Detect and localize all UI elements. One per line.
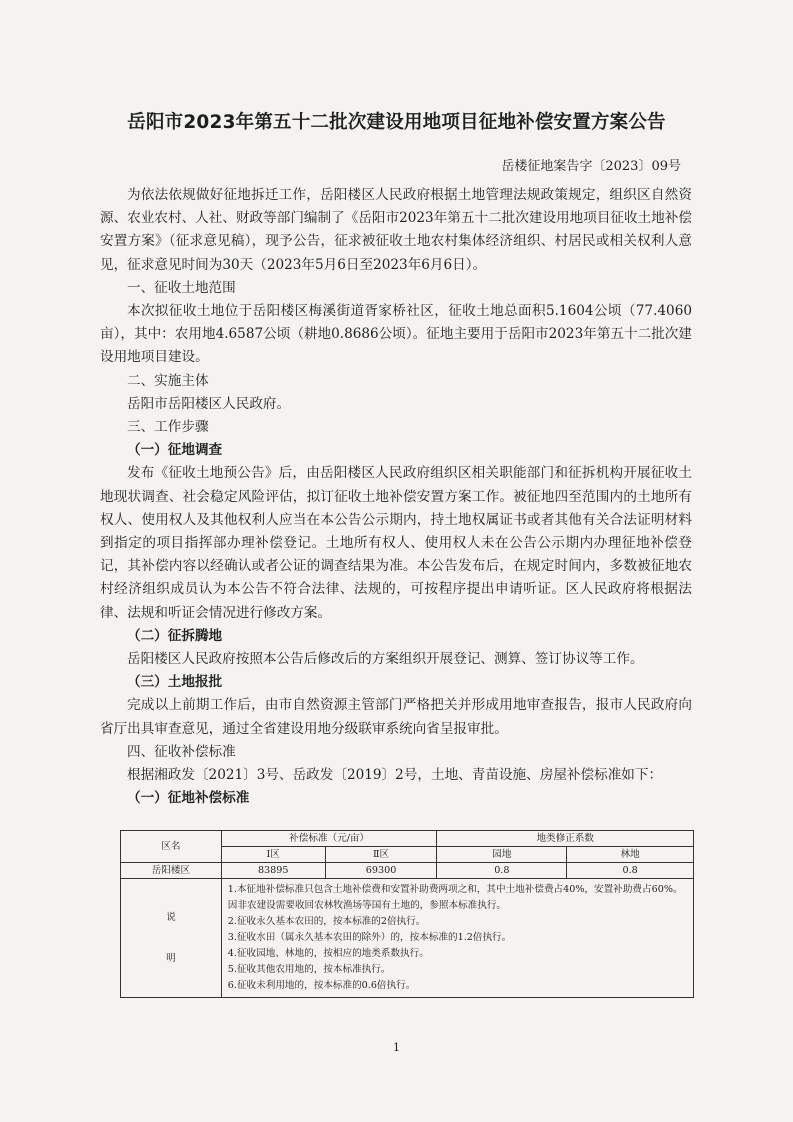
document-body — [100, 184, 692, 810]
note-item: 2.征收永久基本农田的，按本标准的2倍执行。 — [227, 916, 426, 927]
table-cell: 0.8 — [437, 863, 567, 879]
note-item: 1.本征地补偿标准只包含土地补偿费和安置补助费两项之和，其中土地补偿费占40%，安置补助费占60%。因非农建设需要收回农林牧渔场等国有土地的，参照本标准执行。 — [227, 884, 683, 911]
table-header-cell: Ⅱ区 — [325, 847, 437, 863]
notes-label-char: 说 — [166, 912, 176, 923]
table-header-cell: 区名 — [121, 831, 222, 863]
intro-paragraph: 为依法依规做好征地拆迁工作，岳阳楼区人民政府根据土地管理法规政策规定，组织区自然资源、农业农村、人社、财政等部门编制了《岳阳市2023年第五十二批次建设用地项目征收土地补偿安置方案》（征求意见稿），现予公告，征求被征收土地农村集体经济组织、村居民或相关权利人意见，征求意见时间为30天（2023年5月6日至2023年6月6日）。 — [100, 187, 692, 273]
section-heading-1: 一、征收土地范围 — [127, 279, 236, 296]
subsection-heading-standard: （一）征地补偿标准 — [127, 790, 250, 807]
table-header-cell: 地类修正系数 — [437, 831, 694, 847]
table-cell: 0.8 — [567, 863, 694, 879]
table-header-cell: 林地 — [567, 847, 694, 863]
section-heading-2: 二、实施主体 — [127, 372, 209, 389]
note-item: 4.征收园地、林地的，按相应的地类系数执行。 — [227, 948, 429, 959]
table-header-cell: Ⅰ区 — [221, 847, 325, 863]
clearance-paragraph: 岳阳楼区人民政府按照本公告后修改后的方案组织开展登记、测算、签订协议等工作。 — [127, 651, 644, 668]
section-1-paragraph: 本次拟征收土地位于岳阳楼区梅溪街道胥家桥社区，征收土地总面积5.1604公顷（77.4060亩），其中：农用地4.6587公顷（耕地0.8686公顷）。征地主要用于岳阳市2023年第五十二批次建设用地项目建设。 — [100, 303, 692, 366]
section-4-paragraph: 根据湘政发〔2021〕3号、岳政发〔2019〕2号，土地、青苗设施、房屋补偿标准如下： — [127, 767, 663, 784]
document-number: 岳楼征地案告字〔2023〕09号 — [501, 159, 681, 174]
section-2-paragraph: 岳阳市岳阳楼区人民政府。 — [127, 395, 291, 412]
subsection-heading-approval: （三）土地报批 — [127, 674, 223, 691]
notes-label — [121, 879, 222, 998]
notes-cell — [221, 879, 693, 998]
notes-label-char: 明 — [166, 953, 176, 964]
subsection-heading-clearance: （二）征拆腾地 — [127, 627, 223, 644]
section-heading-4: 四、征收补偿标准 — [127, 743, 236, 760]
approval-paragraph: 完成以上前期工作后，由市自然资源主管部门严格把关并形成用地审查报告，报市人民政府向省厅出具审查意见，通过全省建设用地分级联审系统向省呈报审批。 — [100, 697, 692, 737]
table-cell: 岳阳楼区 — [121, 863, 222, 879]
subsection-heading-survey: （一）征地调查 — [127, 442, 223, 459]
table-row — [121, 863, 694, 879]
note-item: 6.征收未利用地的，按本标准的0.6倍执行。 — [227, 980, 416, 991]
table-header-row — [121, 831, 694, 847]
table-notes-row — [121, 879, 694, 998]
page-title: 岳阳市2023年第五十二批次建设用地项目征地补偿安置方案公告 — [127, 112, 666, 133]
table-cell: 69300 — [325, 863, 437, 879]
survey-paragraph: 发布《征收土地预公告》后，由岳阳楼区人民政府组织区相关职能部门和征拆机构开展征收土地现状调查、社会稳定风险评估，拟订征收土地补偿安置方案工作。被征地四至范围内的土地所有权人、使用权人及其他权利人应当在本公告公示期内，持土地权属证书或者其他有关合法证明材料到指定的项目指挥部办理补偿登记。土地所有权人、使用权人未在公告公示期内办理征地补偿登记，其补偿内容以经确认或者公证的调查结果为准。本公告发布后，在规定时间内，多数被征地农村经济组织成员认为本公告不符合法律、法规的，可按程序提出申请听证。区人民政府将根据法律、法规和听证会情况进行修改方案。 — [100, 465, 692, 621]
note-item: 3.征收水田（属永久基本农田的除外）的，按本标准的1.2倍执行。 — [227, 932, 512, 943]
page-number: 1 — [393, 1041, 400, 1054]
table-header-cell: 园地 — [437, 847, 567, 863]
compensation-standard-table — [120, 830, 694, 998]
table-cell: 83895 — [221, 863, 325, 879]
note-item: 5.征收其他农用地的，按本标准执行。 — [227, 964, 391, 975]
table-header-cell: 补偿标准（元/亩） — [221, 831, 437, 847]
section-heading-3: 三、工作步骤 — [127, 419, 209, 436]
